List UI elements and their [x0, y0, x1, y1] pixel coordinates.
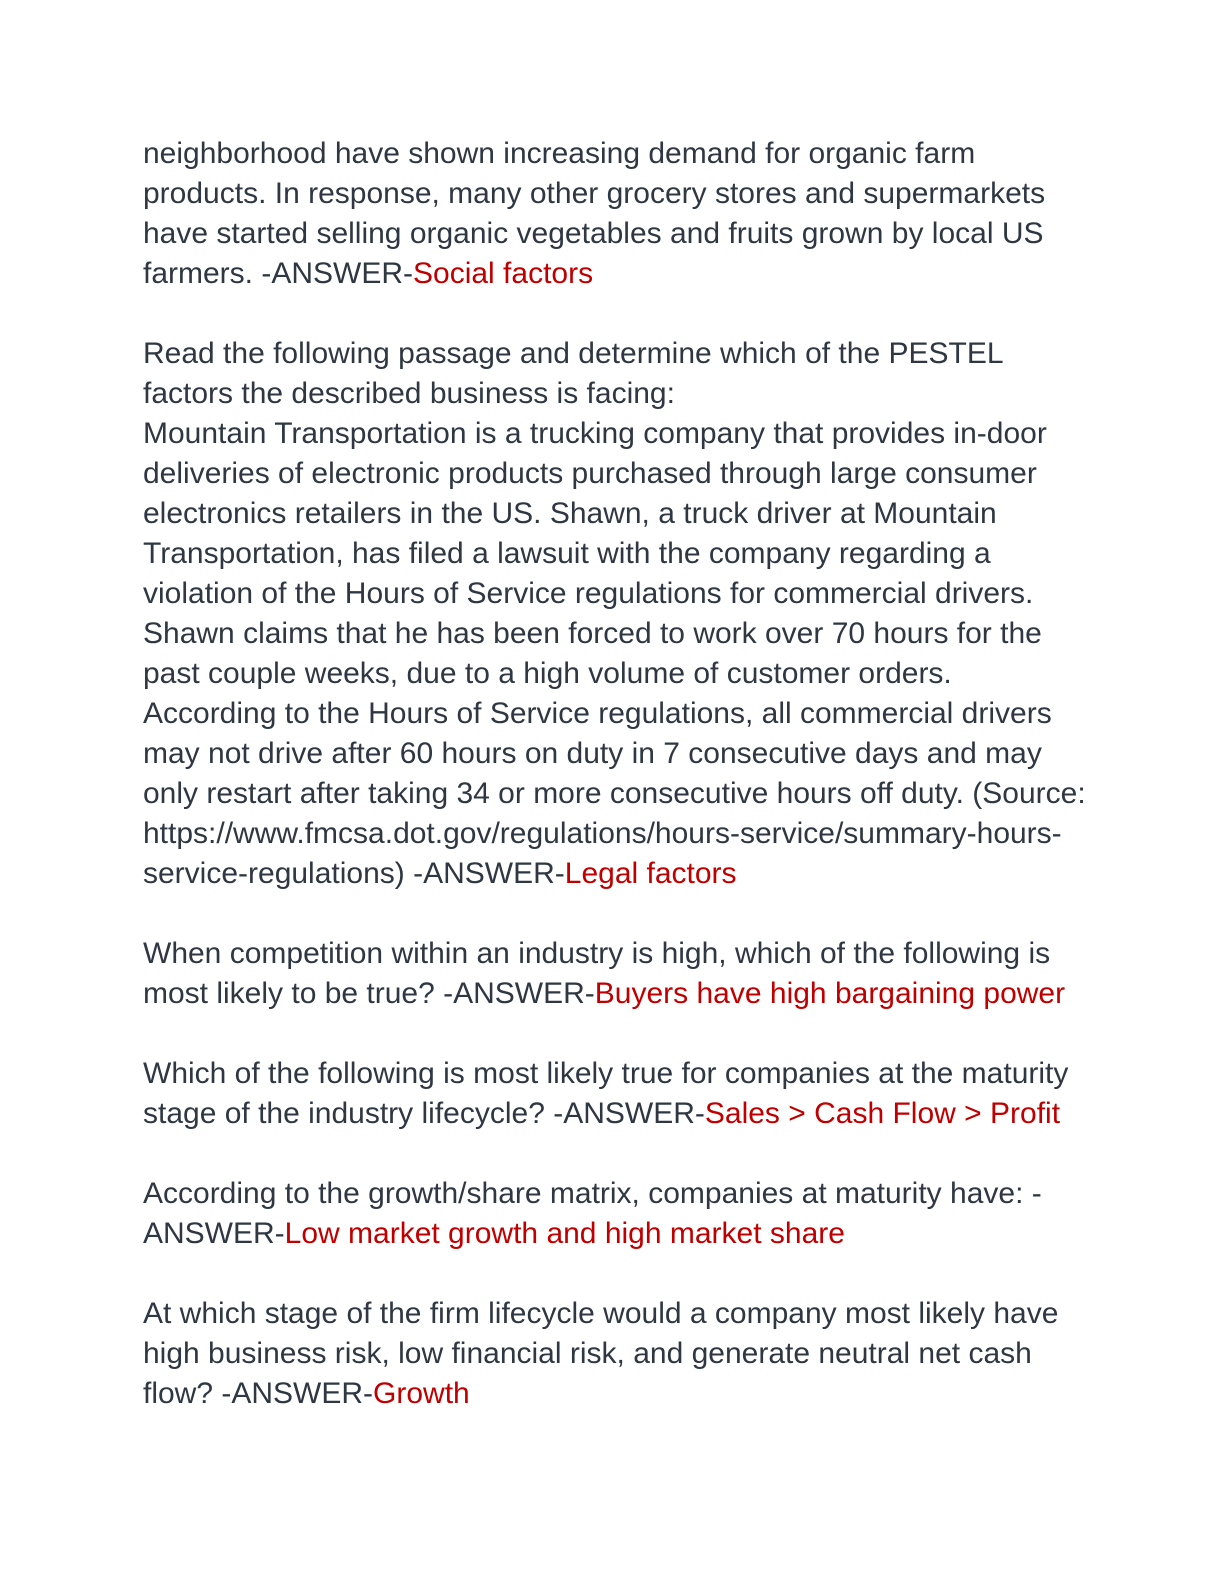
paragraph-1 — [143, 134, 1088, 294]
paragraph-3 — [143, 934, 1088, 1014]
question-text: Read the following passage and determine which of the PESTEL factors the described business is facing: — [143, 337, 1003, 410]
question-text: According to the growth/share matrix, companies at maturity have: -ANSWER- — [143, 1177, 1042, 1250]
paragraph-5 — [143, 1174, 1088, 1254]
question-text: Mountain Transportation is a trucking company that provides in-door deliveries of electronic products purchased through large consumer electronics retailers in the US. Shawn, a truck driver at Mountain Transportation, has filed a lawsuit with the company regarding a violation of the Hours of Service regulations for commercial drivers. Shawn claims that he has been forced to work over 70 hours for the past couple weeks, due to a high volume of customer orders. According to the Hours of Service regulations, all commercial drivers may not drive after 60 hours on duty in 7 consecutive days and may only restart after taking 34 or more consecutive hours off duty. (Source: https://www.fmcsa.dot.gov/regulations/hours-service/summary-hours-service-regulations) -ANSWER- — [143, 417, 1086, 890]
answer-text: Social factors — [413, 257, 594, 290]
answer-text: Low market growth and high market share — [284, 1217, 845, 1250]
question-text: neighborhood have shown increasing demand for organic farm products. In response, many other grocery stores and supermarkets have started selling organic vegetables and fruits grown by local US farmers. -ANSWER- — [143, 137, 1046, 290]
question-text: When competition within an industry is high, which of the following is most likely to be true? -ANSWER- — [143, 937, 1051, 1010]
answer-text: Growth — [373, 1377, 470, 1410]
paragraph-4 — [143, 1054, 1088, 1134]
paragraph-6 — [143, 1294, 1088, 1414]
answer-text: Sales > Cash Flow > Profit — [704, 1097, 1061, 1130]
answer-text: Legal factors — [564, 857, 737, 890]
paragraph-2 — [143, 334, 1088, 894]
question-text: At which stage of the firm lifecycle would a company most likely have high business risk, low financial risk, and generate neutral net cash flow? -ANSWER- — [143, 1297, 1059, 1410]
document-body — [143, 134, 1088, 1414]
answer-text: Buyers have high bargaining power — [594, 977, 1066, 1010]
question-text: Which of the following is most likely true for companies at the maturity stage of the industry lifecycle? -ANSWER- — [143, 1057, 1069, 1130]
